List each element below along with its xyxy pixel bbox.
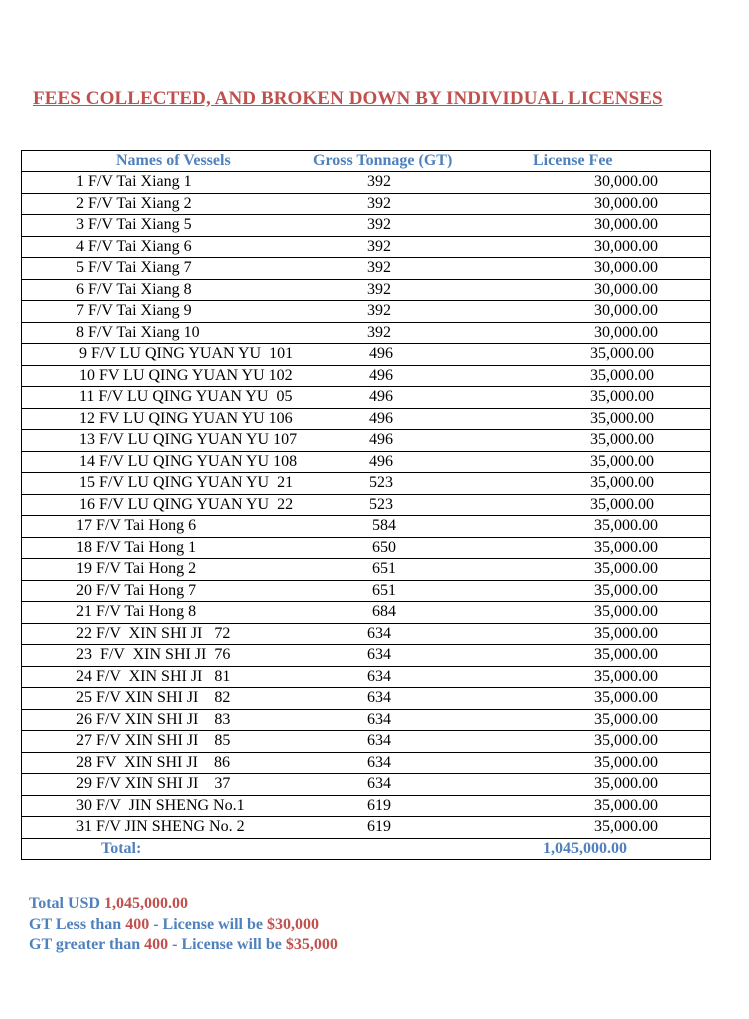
gross-tonnage-cell: 392	[367, 237, 391, 255]
gross-tonnage-cell: 634	[367, 710, 391, 728]
license-fee-cell: 30,000.00	[594, 323, 658, 341]
table-row	[22, 430, 710, 452]
gross-tonnage-cell: 634	[367, 689, 391, 706]
license-fee-cell: 30,000.00	[594, 237, 658, 255]
table-row	[22, 753, 710, 775]
vessel-name-cell: 17 F/V Tai Hong 6	[76, 517, 197, 534]
gross-tonnage-cell: 392	[367, 323, 391, 341]
note-gt-greater-label: GT greater than	[29, 936, 141, 953]
gross-tonnage-cell: 392	[367, 194, 391, 212]
vessel-name-cell: 25 F/V XIN SHI JI 82	[76, 689, 231, 706]
gross-tonnage-cell: 496	[369, 452, 393, 470]
table-row	[22, 172, 710, 194]
vessel-name-cell: 6 F/V Tai Xiang 8	[76, 280, 192, 298]
note-gt-less-threshold: 400	[125, 915, 150, 933]
vessel-name-cell: 30 F/V JIN SHENG No.1	[76, 796, 245, 814]
table-row	[22, 710, 710, 732]
license-fee-cell: 35,000.00	[594, 753, 658, 771]
table-row	[22, 817, 710, 839]
vessel-name-cell: 8 F/V Tai Xiang 10	[76, 323, 200, 341]
gross-tonnage-cell: 634	[367, 775, 391, 792]
license-fee-cell: 35,000.00	[594, 796, 658, 814]
table-row	[22, 774, 710, 796]
vessel-name-cell: 15 F/V LU QING YUAN YU 21	[79, 474, 294, 491]
gross-tonnage-cell: 584	[372, 517, 396, 534]
vessel-name-cell: 28 FV XIN SHI JI 86	[76, 753, 230, 771]
gross-tonnage-cell: 634	[367, 753, 391, 771]
vessel-name-cell: 19 F/V Tai Hong 2	[76, 560, 197, 577]
license-fee-cell: 35,000.00	[594, 581, 658, 599]
table-row	[22, 667, 710, 689]
vessel-name-cell: 10 FV LU QING YUAN YU 102	[79, 366, 293, 384]
table-row	[22, 602, 710, 624]
vessel-name-cell: 1 F/V Tai Xiang 1	[76, 173, 192, 190]
page-title: FEES COLLECTED, AND BROKEN DOWN BY INDIVIDUAL LICENSES	[33, 88, 663, 109]
table-total-row	[22, 839, 710, 859]
note-gt-less-label: GT Less than	[29, 915, 122, 933]
table-row	[22, 731, 710, 753]
vessel-name-cell: 18 F/V Tai Hong 1	[76, 538, 197, 556]
gross-tonnage-cell: 634	[367, 624, 391, 642]
license-fee-cell: 35,000.00	[594, 538, 658, 556]
table-row	[22, 473, 710, 495]
header-license-fee: License Fee	[533, 152, 613, 169]
header-vessel-names: Names of Vessels	[116, 152, 231, 169]
vessel-name-cell: 3 F/V Tai Xiang 5	[76, 216, 192, 233]
gross-tonnage-cell: 496	[369, 366, 393, 384]
table-row	[22, 280, 710, 302]
table-row	[22, 387, 710, 409]
note-gt-greater-threshold: 400	[144, 936, 169, 953]
license-fee-cell: 35,000.00	[594, 818, 658, 835]
license-fee-cell: 35,000.00	[594, 517, 658, 534]
gross-tonnage-cell: 496	[369, 409, 393, 427]
vessel-name-cell: 4 F/V Tai Xiang 6	[76, 237, 192, 255]
vessel-name-cell: 26 F/V XIN SHI JI 83	[76, 710, 231, 728]
vessel-name-cell: 11 F/V LU QING YUAN YU 05	[79, 388, 293, 405]
license-fee-cell: 35,000.00	[590, 495, 654, 513]
table-row	[22, 624, 710, 646]
license-fee-cell: 35,000.00	[590, 388, 654, 405]
gross-tonnage-cell: 392	[367, 173, 391, 190]
vessel-name-cell: 9 F/V LU QING YUAN YU 101	[79, 345, 294, 362]
license-fee-cell: 30,000.00	[594, 302, 658, 319]
table-row	[22, 495, 710, 517]
gross-tonnage-cell: 496	[369, 345, 393, 362]
license-fee-cell: 30,000.00	[594, 173, 658, 190]
gross-tonnage-cell: 392	[367, 302, 391, 319]
vessel-name-cell: 2 F/V Tai Xiang 2	[76, 194, 192, 212]
table-row	[22, 581, 710, 603]
license-fee-cell: 35,000.00	[590, 431, 654, 448]
table-row	[22, 409, 710, 431]
table-row	[22, 215, 710, 237]
license-fee-cell: 30,000.00	[594, 280, 658, 298]
gross-tonnage-cell: 684	[372, 603, 396, 620]
license-fee-cell: 35,000.00	[594, 667, 658, 685]
license-fee-cell: 35,000.00	[594, 732, 658, 749]
gross-tonnage-cell: 496	[369, 388, 393, 405]
license-fee-cell: 35,000.00	[594, 775, 658, 792]
license-fee-cell: 35,000.00	[590, 345, 654, 362]
total-label: Total:	[101, 839, 142, 857]
total-value: 1,045,000.00	[543, 839, 627, 857]
note-total-value: 1,045,000.00	[103, 895, 188, 912]
table-row	[22, 366, 710, 388]
gross-tonnage-cell: 651	[372, 581, 396, 599]
vessel-name-cell: 5 F/V Tai Xiang 7	[76, 259, 192, 276]
table-row	[22, 344, 710, 366]
vessel-name-cell: 16 F/V LU QING YUAN YU 22	[79, 495, 294, 513]
table-row	[22, 258, 710, 280]
vessel-name-cell: 23 F/V XIN SHI JI 76	[76, 646, 231, 663]
license-fee-table	[21, 150, 711, 860]
license-fee-cell: 35,000.00	[594, 560, 658, 577]
table-row	[22, 452, 710, 474]
note-gt-less	[29, 915, 338, 936]
note-total-label: Total USD	[29, 895, 100, 912]
gross-tonnage-cell: 634	[367, 646, 391, 663]
table-body	[22, 172, 710, 839]
note-total-usd	[29, 894, 338, 915]
vessel-name-cell: 22 F/V XIN SHI JI 72	[76, 624, 231, 642]
table-row	[22, 559, 710, 581]
gross-tonnage-cell: 392	[367, 216, 391, 233]
gross-tonnage-cell: 651	[372, 560, 396, 577]
note-gt-greater-text: - License will be	[172, 936, 282, 953]
table-row	[22, 301, 710, 323]
license-fee-cell: 35,000.00	[594, 624, 658, 642]
license-fee-cell: 35,000.00	[590, 474, 654, 491]
license-fee-cell: 35,000.00	[594, 646, 658, 663]
note-gt-greater-fee: $35,000	[285, 936, 338, 953]
gross-tonnage-cell: 619	[367, 818, 391, 835]
table-row	[22, 516, 710, 538]
fee-notes	[29, 894, 338, 956]
gross-tonnage-cell: 619	[367, 796, 391, 814]
license-fee-cell: 30,000.00	[594, 259, 658, 276]
gross-tonnage-cell: 496	[369, 431, 393, 448]
vessel-name-cell: 7 F/V Tai Xiang 9	[76, 302, 192, 319]
gross-tonnage-cell: 634	[367, 732, 391, 749]
license-fee-cell: 35,000.00	[594, 603, 658, 620]
table-row	[22, 796, 710, 818]
note-gt-greater	[29, 935, 338, 956]
gross-tonnage-cell: 634	[367, 667, 391, 685]
table-row	[22, 645, 710, 667]
table-row	[22, 538, 710, 560]
vessel-name-cell: 14 F/V LU QING YUAN YU 108	[79, 452, 298, 470]
vessel-name-cell: 21 F/V Tai Hong 8	[76, 603, 197, 620]
table-row	[22, 323, 710, 345]
vessel-name-cell: 27 F/V XIN SHI JI 85	[76, 732, 231, 749]
table-header	[22, 151, 710, 172]
table-row	[22, 688, 710, 710]
gross-tonnage-cell: 392	[367, 280, 391, 298]
gross-tonnage-cell: 392	[367, 259, 391, 276]
license-fee-cell: 30,000.00	[594, 194, 658, 212]
license-fee-cell: 35,000.00	[590, 366, 654, 384]
gross-tonnage-cell: 650	[372, 538, 396, 556]
vessel-name-cell: 24 F/V XIN SHI JI 81	[76, 667, 231, 685]
license-fee-cell: 35,000.00	[594, 689, 658, 706]
vessel-name-cell: 29 F/V XIN SHI JI 37	[76, 775, 231, 792]
note-gt-less-fee: $30,000	[266, 915, 319, 933]
vessel-name-cell: 13 F/V LU QING YUAN YU 107	[79, 431, 298, 448]
vessel-name-cell: 31 F/V JIN SHENG No. 2	[76, 818, 245, 835]
note-gt-less-text: - License will be	[153, 915, 263, 933]
license-fee-cell: 35,000.00	[590, 452, 654, 470]
vessel-name-cell: 20 F/V Tai Hong 7	[76, 581, 197, 599]
gross-tonnage-cell: 523	[369, 474, 393, 491]
license-fee-cell: 35,000.00	[594, 710, 658, 728]
header-gross-tonnage: Gross Tonnage (GT)	[313, 152, 453, 169]
table-row	[22, 194, 710, 216]
license-fee-cell: 30,000.00	[594, 216, 658, 233]
vessel-name-cell: 12 FV LU QING YUAN YU 106	[79, 409, 293, 427]
gross-tonnage-cell: 523	[369, 495, 393, 513]
license-fee-cell: 35,000.00	[590, 409, 654, 427]
table-row	[22, 237, 710, 259]
